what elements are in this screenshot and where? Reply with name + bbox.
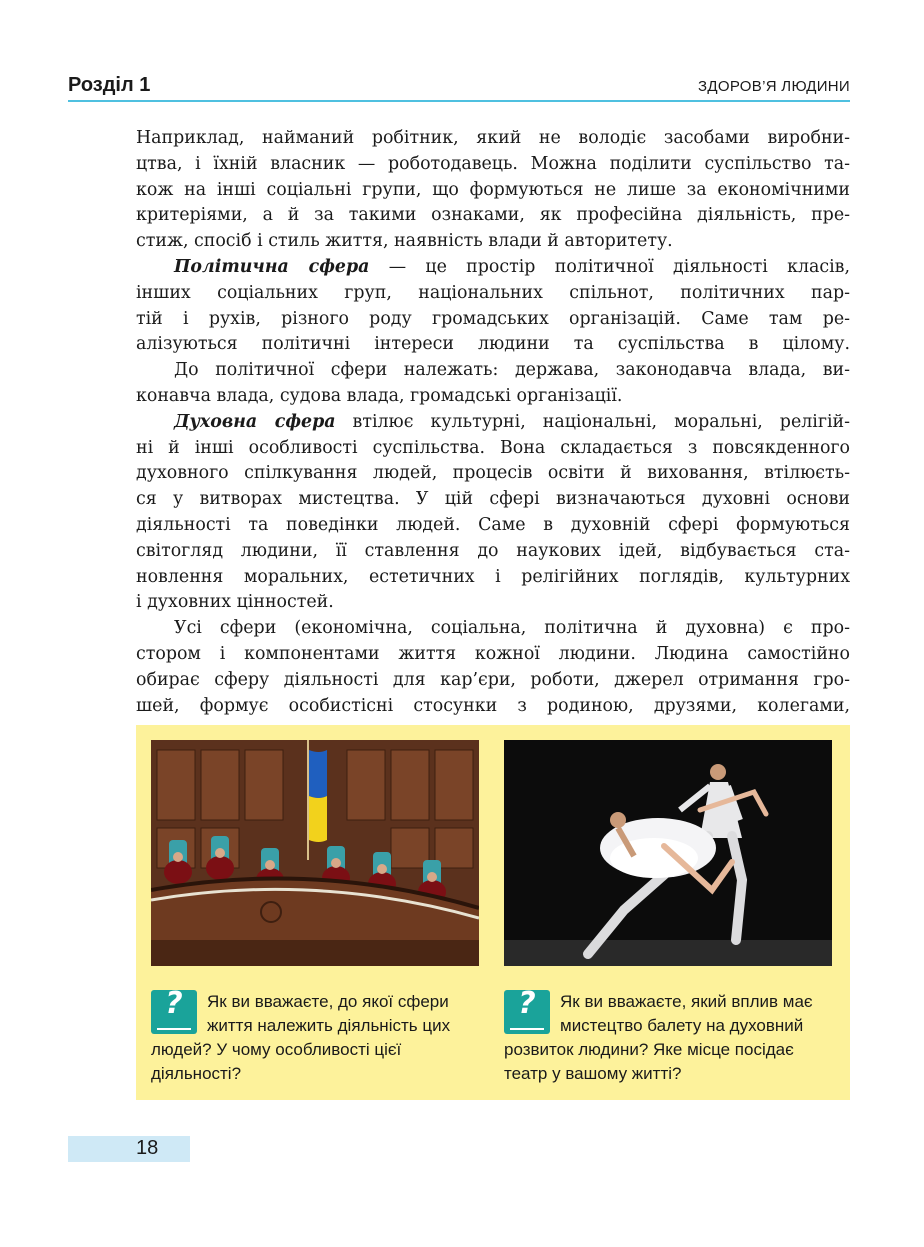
illustration-panel [136, 725, 850, 1100]
text-line: стором і компонентами життя кожної людини. Людина самостійно [136, 643, 850, 664]
text-line: світогляд людини, її ставлення до наукових ідей, відбувається ста- [136, 540, 850, 561]
term-spiritual-sphere: Духовна сфера [174, 411, 336, 432]
text-line: діяльності та поведінки людей. Саме в духовній сфері формуються [136, 514, 850, 535]
text-line: Наприклад, найманий робітник, який не володіє засобами виробни- [136, 128, 850, 148]
chapter-topic: ЗДОРОВ’Я ЛЮДИНИ [698, 78, 850, 95]
text-line: тій і рухів, різного роду громадських організацій. Саме там ре- [136, 308, 850, 329]
text-line: алізуються політичні інтереси людини та суспільства в цілому. [136, 334, 850, 355]
court-session-photo [151, 740, 479, 966]
text-line: ся у витворах мистецтва. У цій сфері визначаються духовні основи [136, 489, 850, 510]
ballet-dancers-illustration [504, 740, 832, 966]
text-line: обирає сферу діяльності для кар’єри, роботи, джерел отримання гро- [136, 669, 850, 690]
text-fragment: — це простір політичної діяльності класів, [369, 256, 850, 277]
court-session-illustration [151, 740, 479, 966]
text-line: Усі сфери (економічна, соціальна, політична й духовна) є про- [174, 618, 850, 639]
page-number-box [68, 1136, 190, 1162]
text-line: шей, формує особистісні стосунки з родиною, друзями, колегами, [136, 695, 850, 716]
header-rule [68, 100, 850, 102]
page-number: 18 [136, 1137, 159, 1159]
text-line: До політичної сфери належать: держава, законодавча влада, ви- [174, 360, 850, 381]
text-line: і духовних цінностей. [136, 592, 334, 613]
text-line: конавча влада, судова влада, громадські організації. [136, 385, 623, 406]
question-text: Як ви вважаєте, який вплив має мистецтво балету на духовний розвиток людини? Яке місце посідає театр у вашому житті? [504, 992, 813, 1083]
text-line: цтва, і їхній власник — роботодавець. Можна поділити суспільство та- [136, 153, 850, 174]
text-line: духовного спілкування людей, процесів освіти й виховання, втілюєть- [136, 463, 850, 484]
text-line: ні й інші особливості суспільства. Вона складається з повсякденного [136, 437, 850, 458]
question-head-icon: ? [504, 990, 550, 1034]
page-header [68, 70, 850, 102]
text-line: критеріями, а й за такими ознаками, як професійна діяльність, пре- [136, 205, 850, 226]
text-line [136, 255, 850, 281]
text-line: інших соціальних груп, національних спільнот, політичних пар- [136, 282, 850, 303]
ballet-photo [504, 740, 832, 966]
text-line: новлення моральних, естетичних і релігійних поглядів, культурних [136, 566, 850, 587]
question-box-ballet [504, 986, 834, 1086]
term-political-sphere: Політична сфера [174, 256, 370, 277]
text-fragment: втілює культурні, національні, моральні, релігій- [335, 411, 850, 432]
section-title: Розділ 1 [68, 74, 151, 96]
question-text: Як ви вважаєте, до якої сфери життя належить діяльність цих людей? У чому особливості цієї діяльності? [151, 992, 451, 1083]
text-line: стиж, спосіб і стиль життя, наявність влади й авторитету. [136, 231, 673, 252]
text-line: кож на інші соціальні групи, що формуються не лише за економічними [136, 179, 850, 200]
question-box-court [151, 986, 481, 1086]
question-head-icon: ? [151, 990, 197, 1034]
text-line [136, 410, 850, 436]
main-text [136, 126, 850, 719]
